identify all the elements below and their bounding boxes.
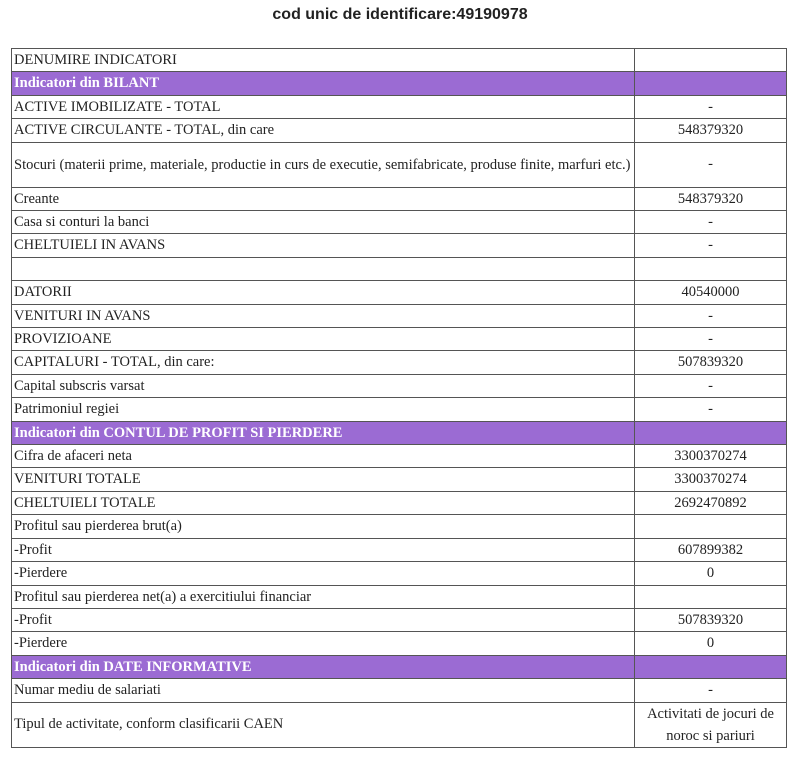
indicator-label-cell: Indicatori din BILANT xyxy=(12,72,635,95)
table-row xyxy=(12,585,787,608)
table-row xyxy=(12,119,787,142)
indicator-value-cell: Activitati de jocuri de noroc si pariuri xyxy=(635,702,787,747)
indicator-label-cell: -Pierdere xyxy=(12,632,635,655)
indicator-label-cell: DATORII xyxy=(12,281,635,304)
table-row xyxy=(12,351,787,374)
table-row xyxy=(12,281,787,304)
indicator-value-cell xyxy=(635,655,787,678)
table-row xyxy=(12,491,787,514)
indicator-label-cell: Profitul sau pierderea brut(a) xyxy=(12,515,635,538)
indicator-value-cell: 0 xyxy=(635,632,787,655)
table-row xyxy=(12,702,787,747)
table-row xyxy=(12,632,787,655)
indicator-value-cell: 548379320 xyxy=(635,187,787,210)
indicator-label-cell: -Profit xyxy=(12,538,635,561)
indicator-value-cell: 40540000 xyxy=(635,281,787,304)
indicator-value-cell: - xyxy=(635,679,787,702)
indicator-label-cell: ACTIVE CIRCULANTE - TOTAL, din care xyxy=(12,119,635,142)
indicator-label-cell: DENUMIRE INDICATORI xyxy=(12,49,635,72)
indicator-label-cell: PROVIZIOANE xyxy=(12,328,635,351)
indicator-label-cell xyxy=(12,257,635,280)
indicator-label-cell: CHELTUIELI IN AVANS xyxy=(12,234,635,257)
indicator-value-cell: 2692470892 xyxy=(635,491,787,514)
section-header-row xyxy=(12,421,787,444)
indicator-value-cell: - xyxy=(635,304,787,327)
table-row xyxy=(12,187,787,210)
indicator-value-cell xyxy=(635,49,787,72)
indicator-label-cell: Patrimoniul regiei xyxy=(12,398,635,421)
table-row xyxy=(12,234,787,257)
table-row xyxy=(12,328,787,351)
indicator-value-cell: - xyxy=(635,328,787,351)
cod-unic-heading: cod unic de identificare:49190978 xyxy=(272,6,528,23)
indicators-table-body xyxy=(12,49,787,748)
table-row xyxy=(12,49,787,72)
indicator-label-cell: Profitul sau pierderea net(a) a exercitiului financiar xyxy=(12,585,635,608)
table-row xyxy=(12,95,787,118)
indicator-label-cell: -Profit xyxy=(12,608,635,631)
table-row xyxy=(12,304,787,327)
indicator-label-cell: CHELTUIELI TOTALE xyxy=(12,491,635,514)
indicator-value-cell xyxy=(635,585,787,608)
table-row xyxy=(12,515,787,538)
table-row xyxy=(12,468,787,491)
indicator-label-cell: Cifra de afaceri neta xyxy=(12,445,635,468)
indicator-value-cell xyxy=(635,257,787,280)
table-row xyxy=(12,257,787,280)
section-header-row xyxy=(12,72,787,95)
indicator-label-cell: CAPITALURI - TOTAL, din care: xyxy=(12,351,635,374)
indicator-label-cell: Stocuri (materii prime, materiale, productie in curs de executie, semifabricate, produse finite, marfuri etc.) xyxy=(12,142,635,187)
indicator-label-cell: Casa si conturi la banci xyxy=(12,211,635,234)
indicator-value-cell: - xyxy=(635,95,787,118)
indicator-label-cell: Capital subscris varsat xyxy=(12,374,635,397)
table-row xyxy=(12,374,787,397)
indicator-label-cell: Creante xyxy=(12,187,635,210)
indicator-label-cell: Numar mediu de salariati xyxy=(12,679,635,702)
indicator-label-cell: ACTIVE IMOBILIZATE - TOTAL xyxy=(12,95,635,118)
indicator-label-cell: VENITURI IN AVANS xyxy=(12,304,635,327)
table-row xyxy=(12,142,787,187)
table-row xyxy=(12,608,787,631)
indicator-label-cell: VENITURI TOTALE xyxy=(12,468,635,491)
indicators-table xyxy=(11,48,787,748)
indicator-value-cell xyxy=(635,421,787,444)
indicator-value-cell: 3300370274 xyxy=(635,468,787,491)
indicator-label-cell: Indicatori din CONTUL DE PROFIT SI PIERDERE xyxy=(12,421,635,444)
table-row xyxy=(12,538,787,561)
indicator-value-cell: - xyxy=(635,234,787,257)
page-header xyxy=(0,0,800,40)
indicator-label-cell: Tipul de activitate, conform clasificarii CAEN xyxy=(12,702,635,747)
indicator-value-cell xyxy=(635,515,787,538)
indicator-label-cell: Indicatori din DATE INFORMATIVE xyxy=(12,655,635,678)
indicator-value-cell: 607899382 xyxy=(635,538,787,561)
table-row xyxy=(12,398,787,421)
table-row xyxy=(12,445,787,468)
indicator-value-cell: 507839320 xyxy=(635,351,787,374)
indicator-value-cell: 0 xyxy=(635,562,787,585)
indicator-value-cell xyxy=(635,72,787,95)
indicator-value-cell: - xyxy=(635,211,787,234)
table-row xyxy=(12,562,787,585)
indicator-value-cell: 548379320 xyxy=(635,119,787,142)
table-row xyxy=(12,679,787,702)
indicator-value-cell: - xyxy=(635,142,787,187)
indicator-value-cell: 507839320 xyxy=(635,608,787,631)
indicator-value-cell: - xyxy=(635,374,787,397)
section-header-row xyxy=(12,655,787,678)
table-row xyxy=(12,211,787,234)
indicator-value-cell: - xyxy=(635,398,787,421)
indicator-value-cell: 3300370274 xyxy=(635,445,787,468)
indicator-label-cell: -Pierdere xyxy=(12,562,635,585)
